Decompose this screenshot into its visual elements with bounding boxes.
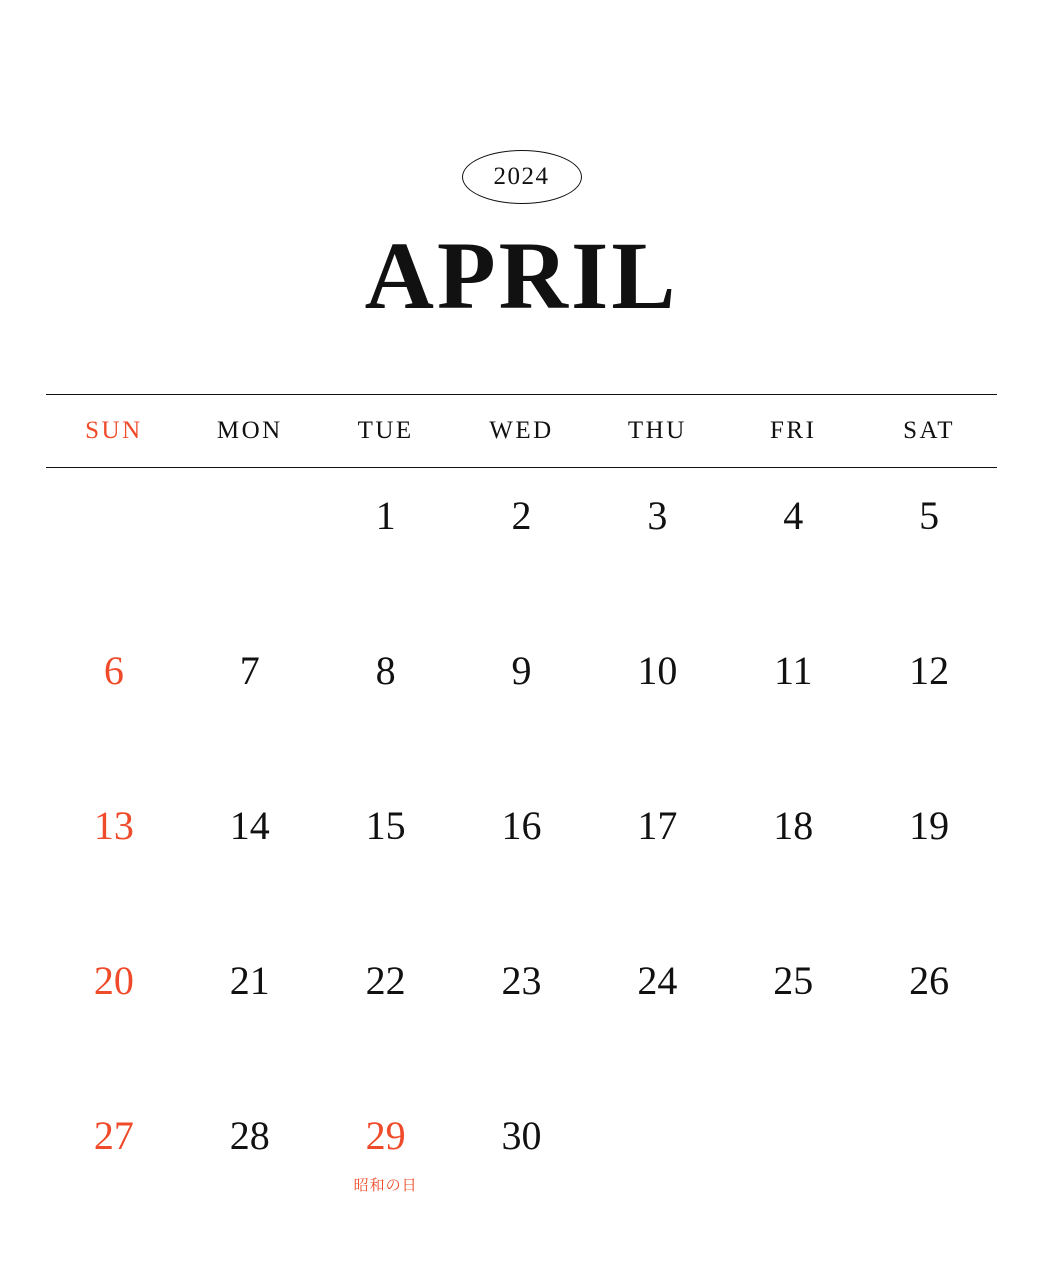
day-cell-empty: [46, 468, 182, 623]
day-number: 16: [501, 803, 542, 848]
day-number: 4: [783, 493, 804, 538]
day-cell[interactable]: [454, 778, 590, 933]
day-number: 8: [375, 648, 396, 693]
day-cell[interactable]: [589, 778, 725, 933]
day-cell[interactable]: [861, 933, 997, 1088]
day-number: 10: [637, 648, 678, 693]
day-number: 25: [773, 958, 814, 1003]
weekday-label-thu: THU: [627, 417, 687, 444]
day-cell[interactable]: [318, 468, 454, 623]
calendar-week-row: [46, 933, 997, 1088]
day-cell[interactable]: [318, 933, 454, 1088]
weekday-label-wed: WED: [489, 417, 554, 444]
calendar-weeks: [46, 468, 997, 1243]
day-cell[interactable]: [454, 1088, 590, 1243]
day-cell[interactable]: [182, 933, 318, 1088]
day-cell[interactable]: [589, 623, 725, 778]
year-badge-wrap: [0, 150, 1043, 204]
day-cell-empty: [725, 1088, 861, 1243]
calendar-week-row: [46, 468, 997, 623]
weekday-label-fri: FRI: [770, 417, 817, 444]
day-number: 26: [909, 958, 950, 1003]
day-number: 27: [93, 1113, 134, 1158]
day-number: 20: [93, 958, 134, 1003]
day-cell[interactable]: [454, 933, 590, 1088]
calendar-week-row: [46, 1088, 997, 1243]
day-cell[interactable]: [589, 468, 725, 623]
day-number: 3: [647, 493, 668, 538]
day-cell[interactable]: [318, 623, 454, 778]
day-cell[interactable]: [46, 778, 182, 933]
day-cell[interactable]: [725, 933, 861, 1088]
day-cell[interactable]: [182, 1088, 318, 1243]
day-cell[interactable]: [725, 623, 861, 778]
weekday-label-tue: TUE: [357, 417, 414, 444]
day-number: 11: [773, 648, 813, 693]
day-cell[interactable]: [725, 468, 861, 623]
day-number: 1: [375, 493, 396, 538]
day-cell[interactable]: [318, 1088, 454, 1243]
day-number: 21: [229, 958, 270, 1003]
day-number: 6: [103, 648, 124, 693]
day-cell[interactable]: [861, 778, 997, 933]
day-number: 30: [501, 1113, 542, 1158]
day-number: 5: [919, 493, 940, 538]
day-number: 9: [511, 648, 532, 693]
day-cell[interactable]: [46, 933, 182, 1088]
day-cell[interactable]: [46, 1088, 182, 1243]
day-number: 12: [909, 648, 950, 693]
calendar-week-row: [46, 778, 997, 933]
weekday-header-row: [46, 394, 997, 468]
day-cell[interactable]: [589, 933, 725, 1088]
day-number: 24: [637, 958, 678, 1003]
year-badge: 2024: [462, 150, 582, 204]
day-number: 19: [909, 803, 950, 848]
day-number: 15: [365, 803, 406, 848]
day-cell[interactable]: [454, 468, 590, 623]
day-cell[interactable]: [318, 778, 454, 933]
calendar-grid: [46, 394, 997, 1243]
day-number: 14: [229, 803, 270, 848]
day-number: 7: [239, 648, 260, 693]
day-number: 13: [93, 803, 134, 848]
day-cell-empty: [861, 1088, 997, 1243]
day-number: 18: [773, 803, 814, 848]
day-holiday-note: 昭和の日: [353, 1176, 418, 1194]
day-number: 28: [229, 1113, 270, 1158]
day-cell[interactable]: [46, 623, 182, 778]
day-cell[interactable]: [725, 778, 861, 933]
day-cell-empty: [589, 1088, 725, 1243]
day-cell[interactable]: [861, 468, 997, 623]
calendar-week-row: [46, 623, 997, 778]
day-number: 17: [637, 803, 678, 848]
day-cell-empty: [182, 468, 318, 623]
day-cell[interactable]: [182, 778, 318, 933]
day-number: 23: [501, 958, 542, 1003]
weekday-label-mon: MON: [216, 417, 283, 444]
day-cell[interactable]: [454, 623, 590, 778]
day-number: 22: [365, 958, 406, 1003]
month-title: APRIL: [364, 222, 679, 329]
day-number: 2: [511, 493, 532, 538]
day-number: 29: [365, 1113, 406, 1158]
day-cell[interactable]: [182, 623, 318, 778]
weekday-label-sun: SUN: [85, 417, 143, 444]
day-cell[interactable]: [861, 623, 997, 778]
weekday-label-sat: SAT: [903, 417, 956, 444]
